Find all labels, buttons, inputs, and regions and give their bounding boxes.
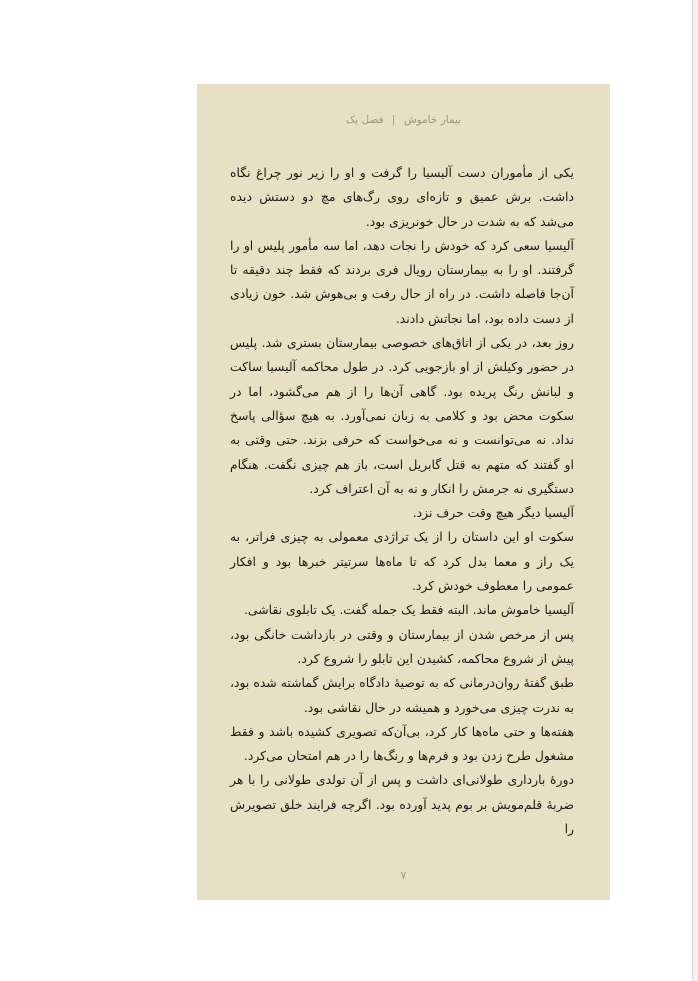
chapter-label: فصل یک [345,114,384,126]
paragraph: سکوت او این داستان را از یک تراژدی معمولی به چیزی فراتر، به یک راز و معما بدل کرد که تا ماه‌ها سرتیتر خبرها بود و افکار عمومی را معطوف خودش کرد. [230,529,574,594]
book-page [197,84,610,900]
paragraph: دورهٔ بارداری طولانی‌ای داشت و پس از آن تولدی طولانی را با هر ضربهٔ قلم‌مویش بر بوم پدید آورده بود. اگرچه فرایند خلق تصویرش را [230,772,574,837]
body-text [230,161,574,841]
book-title: بیمار خاموش [403,114,462,126]
paragraph: آلیسیا دیگر هیچ وقت حرف نزد. [412,505,574,521]
page-number: ۷ [400,869,407,882]
paragraph: آلیسیا سعی کرد که خودش را نجات دهد، اما سه مأمور پلیس او را گرفتند. او را به بیمارستان رویال فری بردند که فقط چند دقیقه تا آن‌جا فاصله داشت. در راه از حال رفت و بی‌هوش شد. خون زیادی از دست داده بود، اما نجاتش دادند. [230,237,574,326]
viewer-scrollbar-edge[interactable] [692,0,698,981]
paragraph: یکی از مأموران دست آلیسیا را گرفت و او را زیر نور چراغ نگاه داشت. برش عمیق و تازه‌ای روی رگ‌های مچ دو دستش دیده می‌شد که به شدت در حال خونریزی بود. [230,165,574,229]
paragraph: آلیسیا خاموش ماند. البته فقط یک جمله گفت. یک تابلوی نقاشی. [243,602,574,618]
running-header [197,114,610,126]
header-separator: | [391,114,396,126]
paragraph: روز بعد، در یکی از اتاق‌های خصوصی بیمارستان بستری شد. پلیس در حضور وکیلش از او بازجویی کرد. در طول محاکمه آلیسیا ساکت و لبانش رنگ پریده بود. گاهی آن‌ها را از هم می‌گشود، اما در سکوت محض بود و کلامی به زبان نمی‌آورد. به هیچ سؤالی پاسخ نداد. نه می‌توانست و نه می‌خواست که حرفی بزند. حتی وقتی به او گفتند که متهم به قتل گابریل است، باز هم چیزی نگفت. هنگام دستگیری نه جرمش را انکار و نه به آن اعتراف کرد. [230,335,574,496]
paragraph: هفته‌ها و حتی ماه‌ها کار کرد، بی‌آن‌که تصویری کشیده باشد و فقط مشغول طرح زدن بود و فرم‌ها و رنگ‌ها را در هم امتحان می‌کرد. [230,723,574,764]
paragraph: پس از مرخص شدن از بیمارستان و وقتی در بازداشت خانگی بود، پیش از شروع محاکمه، کشیدن این تابلو را شروع کرد. [230,626,574,666]
paragraph: طبق گفتهٔ روان‌درمانی که به توصیهٔ دادگاه برایش گماشته شده بود، به ندرت چیزی می‌خورد و همیشه در حال نقاشی بود. [230,675,574,715]
